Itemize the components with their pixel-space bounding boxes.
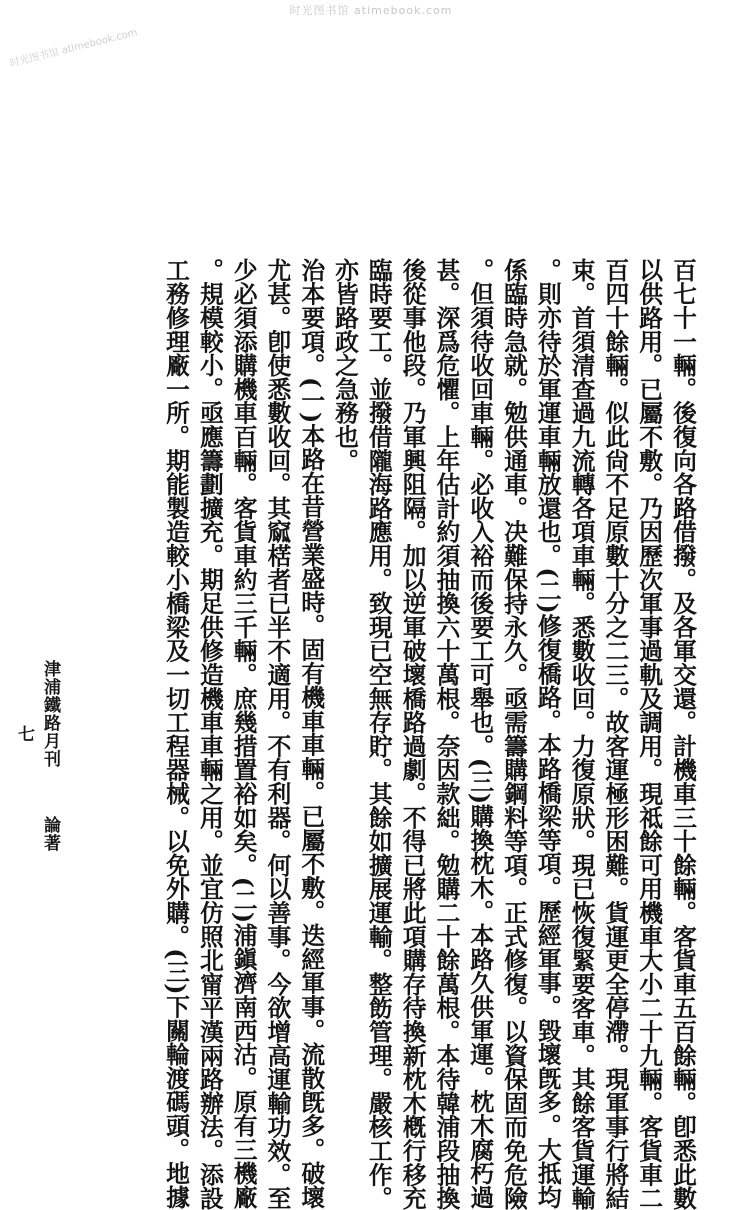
running-head-spacer xyxy=(38,768,63,816)
text-column: 少必須添購機車百輛。客貨車約三千輛。庶幾措置裕如矣。(二)浦鎭濟南西沽。原有三機廠 xyxy=(229,258,258,1209)
section-title: 論著 xyxy=(40,816,60,852)
text-column: 。規模較小。亟應籌劃擴充。期足供修造機車車輛之用。並宜仿照北甯平漢兩路辦法。添設 xyxy=(195,258,224,1210)
text-column: 工務修理廠一所。期能製造較小橋梁及一切工程器械。以免外購。(三)下關輪渡碼頭。地據 xyxy=(162,258,191,1209)
text-column: 百四十餘輛。似此尙不足原數十分之二三。故客運極形困難。貨運更全停滯。現軍事行將結 xyxy=(601,258,630,1210)
text-column: 尤甚。卽使悉數收回。其窳楛者已半不適用。不有利器。何以善事。今欲增高運輸功效。至 xyxy=(263,258,292,1210)
watermark-top: 时光图书馆 atimebook.com xyxy=(289,4,453,17)
text-column: 以供路用。已屬不敷。乃因歷次軍事過軌及調用。現祗餘可用機車大小二十九輛。客貨車二 xyxy=(635,258,664,1210)
text-column: 亦皆路政之急務也。 xyxy=(331,258,360,473)
running-head xyxy=(38,660,63,980)
text-column: 束。首須清查過九流轉各項車輛。悉數收回。力復原狀。現已恢復緊要客車。其餘客貨運輸 xyxy=(567,258,596,1210)
text-column: 。但須待收回車輛。必收入裕而後要工可舉也。(三)購換枕木。本路久供軍運。枕木腐朽過 xyxy=(466,258,495,1209)
watermark-left: 时光图书馆 atimebook.com xyxy=(8,27,139,70)
text-column: 係臨時急就。勉供通車。决難保持永久。亟需籌購鋼料等項。正式修復。以資保固而免危險 xyxy=(500,258,529,1210)
text-column: 甚。深爲危懼。上年估計約須抽換六十萬根。奈因款絀。勉購二十餘萬根。本待韓浦段抽換 xyxy=(432,258,461,1210)
journal-title: 津浦鐵路月刊 xyxy=(40,660,60,768)
page-number: 七 xyxy=(14,725,34,742)
text-column: 百七十一輛。後復向各路借撥。及各軍交還。計機車三十餘輛。客貨車五百餘輛。卽悉此數 xyxy=(669,258,697,1210)
text-column: 後從事他段。乃軍興阻隔。加以逆軍破壞橋路過劇。不得已將此項購存待換新枕木槪行移充 xyxy=(398,258,427,1210)
body-text xyxy=(162,258,697,1210)
text-column: 治本要項。(一)本路在昔營業盛時。固有機車車輛。已屬不敷。迭經軍事。流散旣多。破壞 xyxy=(297,258,326,1209)
text-column: 。則亦待於軍運車輛放還也。(二)修復橋路。本路橋梁等項。歷經軍事。毀壞旣多。大抵均 xyxy=(533,258,562,1209)
text-column: 臨時要工。並撥借隴海路應用。致現已空無存貯。其餘如擴展運輸。整飭管理。嚴核工作。 xyxy=(364,258,393,1210)
